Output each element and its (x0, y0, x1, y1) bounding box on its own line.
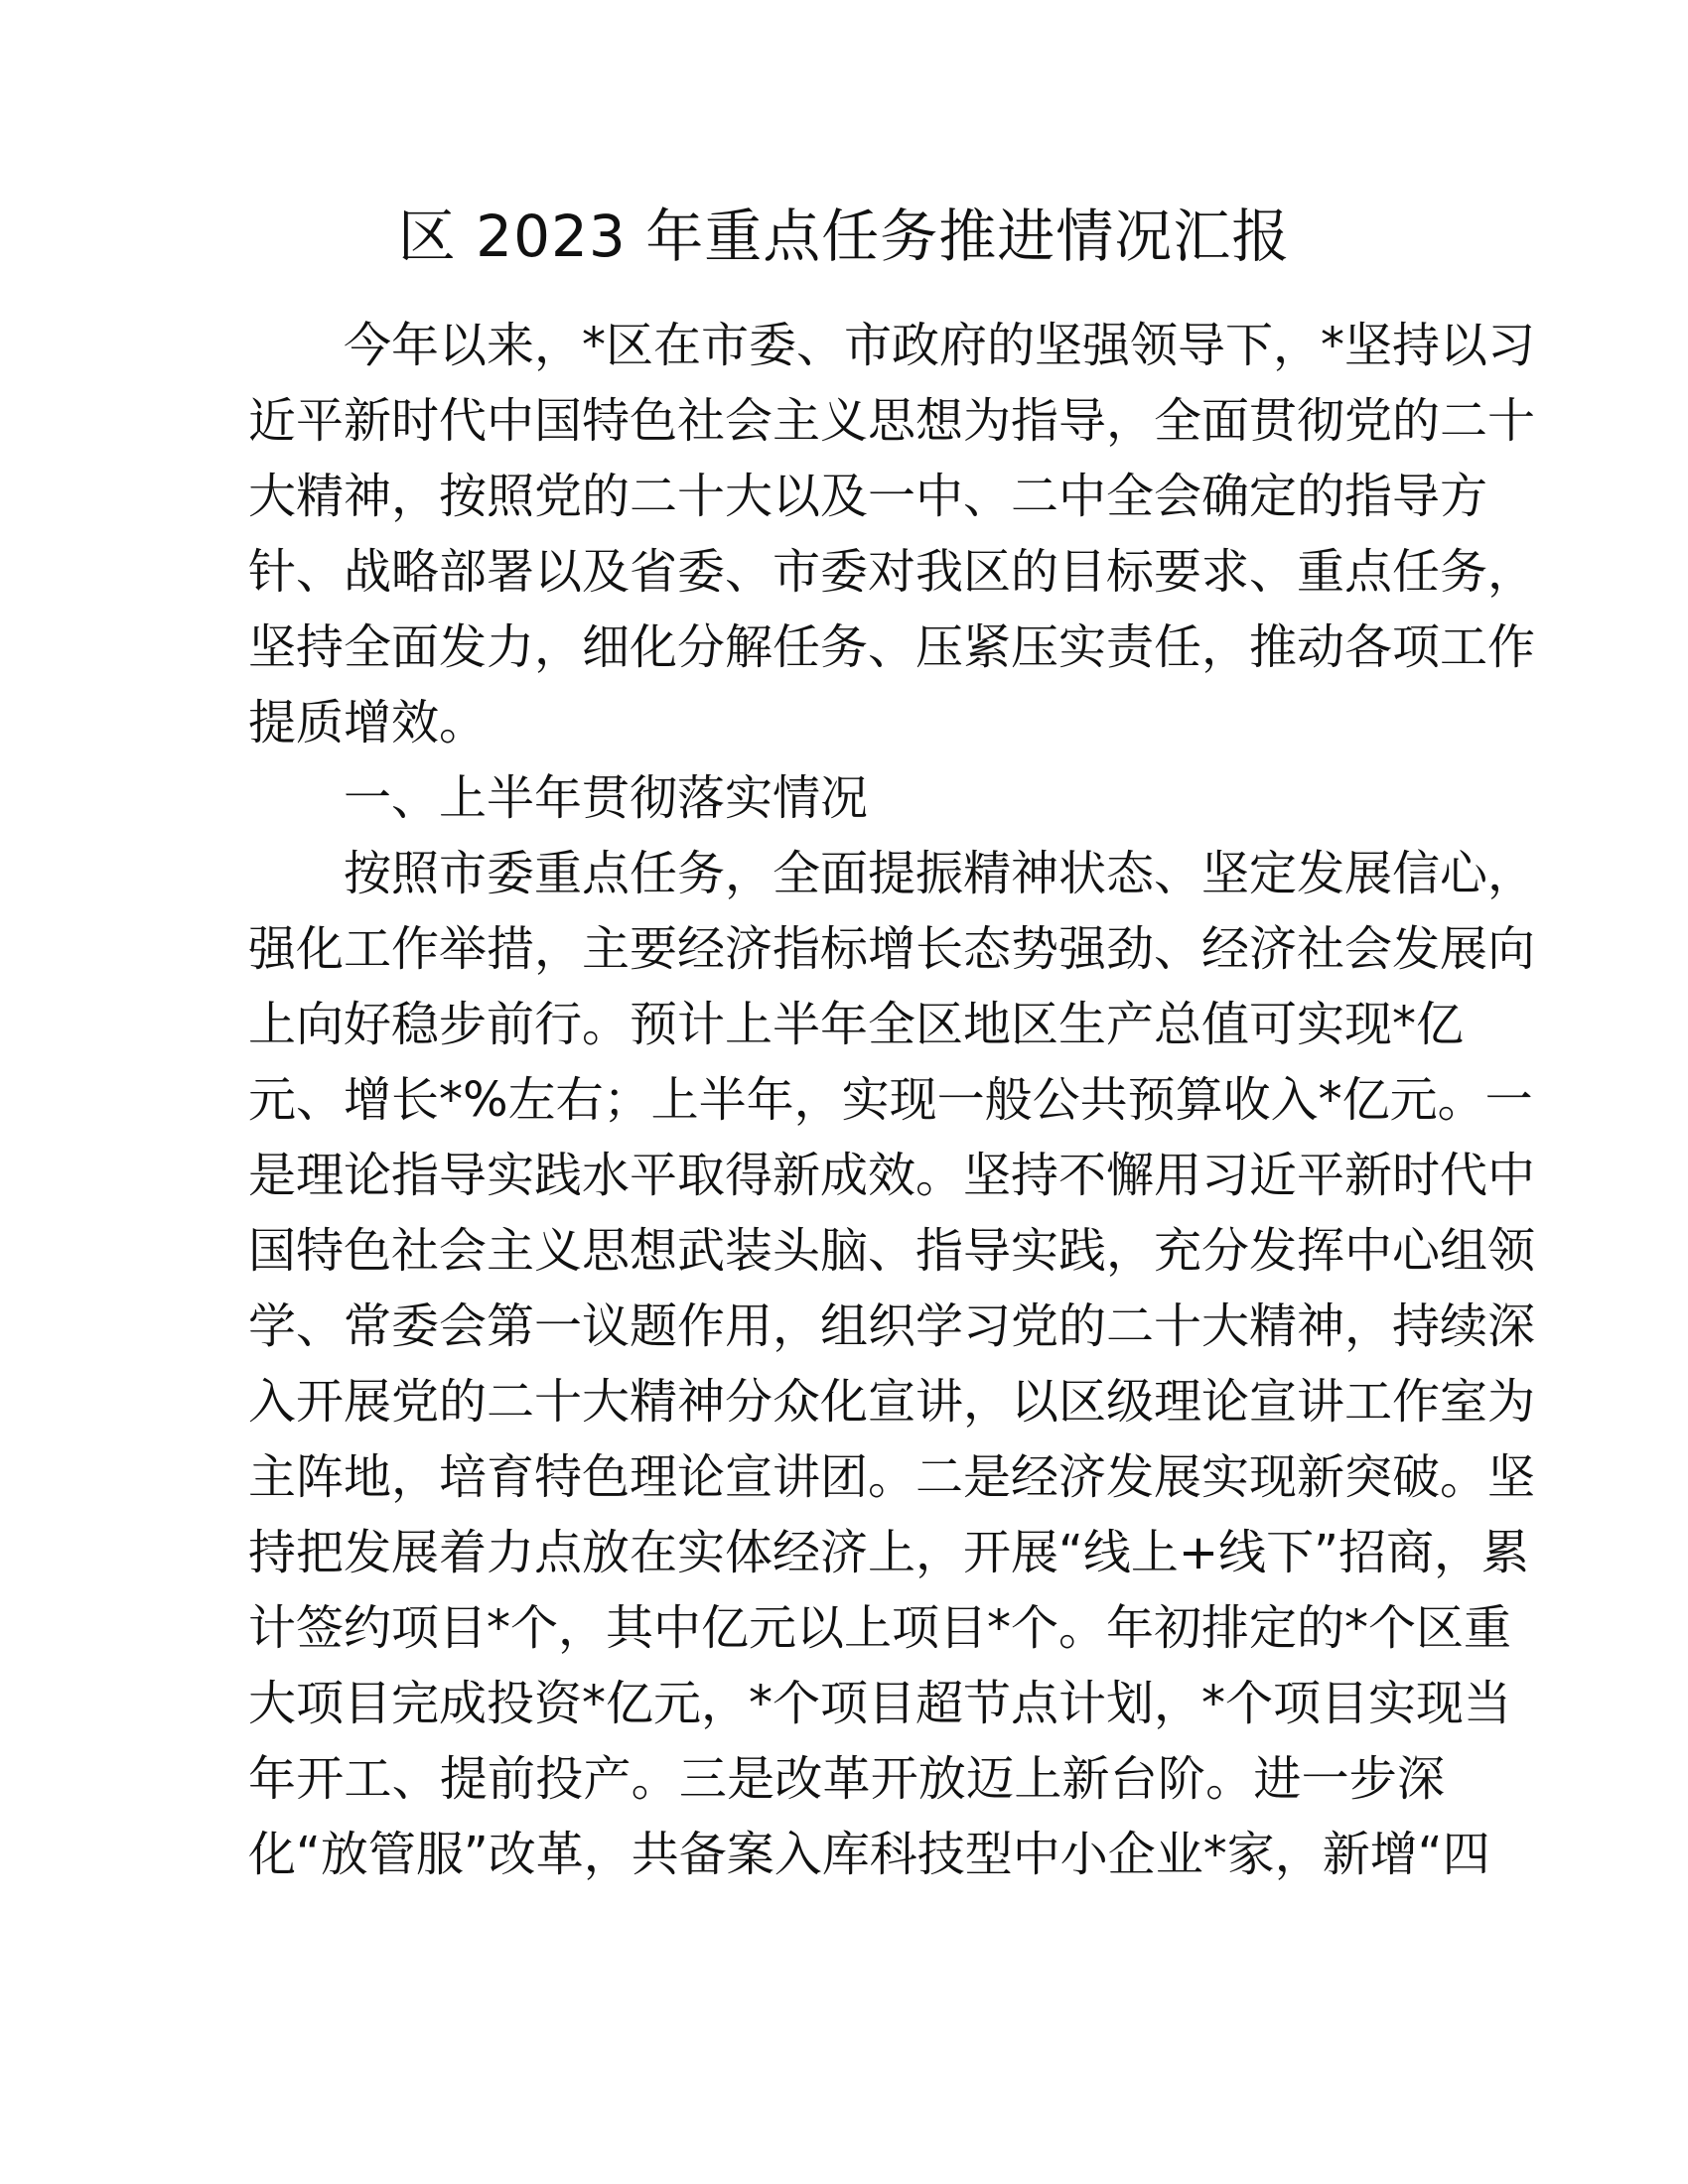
text-line: 主阵地，培育特色理论宣讲团。二是经济发展实现新突破。坚 (248, 1449, 1536, 1505)
text-line: 强化工作举措，主要经济指标增长态势强劲、经济社会发展向 (248, 921, 1536, 977)
text-line: 大精神，按照党的二十大以及一中、二中全会确定的指导方 (248, 469, 1488, 524)
text-line: 化“放管服”改革，共备案入库科技型中小企业*家，新增“四 (248, 1827, 1490, 1882)
text-line: 年开工、提前投产。三是改革开放迈上新台阶。进一步深 (248, 1751, 1445, 1807)
text-line: 计签约项目*个，其中亿元以上项目*个。年初排定的*个区重 (248, 1600, 1512, 1656)
heading-line: 一、上半年贯彻落实情况 (344, 770, 869, 826)
document-body (248, 308, 1536, 1892)
text-line: 坚持全面发力，细化分解任务、压紧压实责任，推动各项工作 (248, 619, 1536, 675)
text-line: 学、常委会第一议题作用，组织学习党的二十大精神，持续深 (248, 1298, 1536, 1354)
document-title: 区 2023 年重点任务推进情况汇报 (397, 203, 1291, 270)
text-line: 国特色社会主义思想武装头脑、指导实践，充分发挥中心组领 (248, 1223, 1536, 1279)
text-line: 按照市委重点任务，全面提振精神状态、坚定发展信心， (344, 846, 1536, 901)
text-line: 是理论指导实践水平取得新成效。坚持不懈用习近平新时代中 (248, 1148, 1536, 1203)
section-heading (248, 760, 1445, 836)
text-line: 今年以来，*区在市委、市政府的坚强领导下，*坚持以习 (344, 318, 1536, 373)
text-line: 大项目完成投资*亿元，*个项目超节点计划，*个项目实现当 (248, 1676, 1512, 1731)
text-line: 上向好稳步前行。预计上半年全区地区生产总值可实现*亿 (248, 997, 1465, 1052)
text-line: 元、增长*%左右；上半年，实现一般公共预算收入*亿元。一 (248, 1072, 1533, 1128)
text-line: 针、战略部署以及省委、市委对我区的目标要求、重点任务， (248, 544, 1536, 600)
paragraph-section-1 (248, 836, 1536, 1892)
text-line: 提质增效。 (248, 695, 488, 751)
text-line: 入开展党的二十大精神分众化宣讲，以区级理论宣讲工作室为 (248, 1374, 1536, 1430)
text-line: 持把发展着力点放在实体经济上，开展“线上+线下”招商，累 (248, 1525, 1529, 1580)
paragraph-intro (248, 308, 1536, 760)
text-line: 近平新时代中国特色社会主义思想为指导，全面贯彻党的二十 (248, 393, 1536, 449)
